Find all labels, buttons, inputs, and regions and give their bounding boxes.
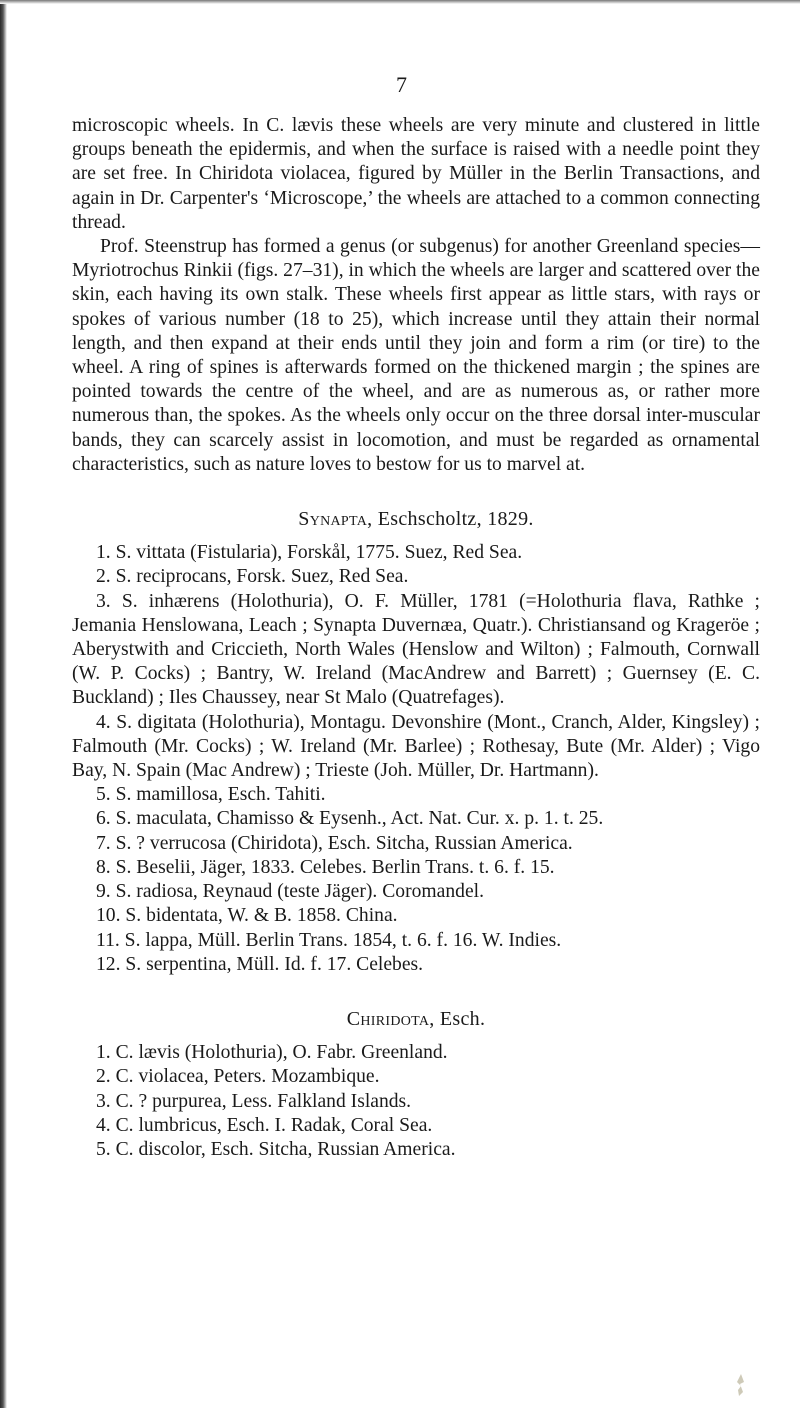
item-text: S. serpentina, Müll. Id. f. 17. Celebes. (125, 953, 424, 975)
item-text: S. ? verrucosa (Chiridota), Esch. Sitcha, Russian America. (115, 832, 573, 854)
item-number: 1. (96, 542, 111, 564)
synapta-heading: Synapta, Eschscholtz, 1829. (298, 508, 534, 531)
page-number: 7 (396, 72, 407, 97)
page-binding-edge (0, 0, 7, 1408)
chiridota-heading: Chiridota, Esch. (346, 1007, 486, 1030)
item-number: 2. (96, 566, 111, 588)
chiridota-genus: Chiridota (346, 1007, 430, 1030)
item-number: 5. (96, 784, 111, 806)
chiridota-authority: Esch. (439, 1007, 486, 1030)
list-item (72, 1065, 760, 1089)
item-text: S. lappa, Müll. Berlin Trans. 1854, t. 6. f. 16. W. Indies. (124, 929, 562, 951)
intro-paragraph-2: Prof. Steenstrup has formed a genus (or subgenus) for another Greenland species—Myriotrochus Rinkii (figs. 27–31), in which the wheels are larger and scattered over the skin, each having its own stalk. These wheels first appear as little stars, with rays or spokes of various number (18 to 25), which increase until they attain their normal length, and then expand at their ends until they join and form a rim (or tire) to the wheel. A ring of spines is afterwards formed on the thickened margin ; the spines are pointed towards the centre of the wheel, and are as numerous as, or rather more numerous than, the spokes. As the wheels only occur on the three dorsal inter-muscular bands, they can scarcely assist in locomotion, and must be regarded as ornamental characteristics, such as nature loves to bestow for us to marvel at. (72, 236, 760, 475)
list-item (72, 1041, 760, 1065)
item-text: C. lumbricus, Esch. I. Radak, Coral Sea. (115, 1114, 433, 1136)
item-text: C. ? purpurea, Less. Falkland Islands. (115, 1090, 412, 1112)
item-text: S. mamillosa, Esch. Tahiti. (115, 784, 326, 806)
list-item (72, 832, 760, 856)
chiridota-species-list (72, 1041, 760, 1162)
item-number: 3. (96, 590, 111, 612)
list-item (72, 590, 760, 711)
item-number: 8. (96, 856, 111, 878)
item-text: C. violacea, Peters. Mozambique. (115, 1066, 380, 1088)
item-number: 9. (96, 881, 111, 903)
synapta-species-list (72, 541, 760, 977)
item-number: 4. (96, 711, 111, 733)
list-item (72, 1114, 760, 1138)
synapta-authority: Eschscholtz, 1829. (377, 508, 534, 531)
item-number: 5. (96, 1138, 111, 1160)
list-item (72, 929, 760, 953)
item-text: S. digitata (Holothuria), Montagu. Devonshire (Mont., Cranch, Alder, Kingsley) ; Falmouth (Mr. Cocks) ; W. Ireland (Mr. Barlee) ; Rothesay, Bute (Mr. Alder) ; Vigo Bay, N. Spain (Mac Andrew) ; Trieste (Joh. Müller, Dr. Hartmann). (72, 711, 760, 782)
item-text: C. lævis (Holothuria), O. Fabr. Greenland. (115, 1042, 448, 1064)
item-number: 12. (96, 953, 121, 975)
ink-mark-decoration (735, 1372, 747, 1398)
item-number: 4. (96, 1114, 111, 1136)
item-text: S. reciprocans, Forsk. Suez, Red Sea. (115, 566, 409, 588)
page-top-edge (0, 0, 800, 4)
list-item (72, 904, 760, 928)
list-item (72, 541, 760, 565)
item-number: 1. (96, 1042, 111, 1064)
page-body (72, 114, 760, 1162)
list-item (72, 783, 760, 807)
list-item (72, 1138, 760, 1162)
item-text: S. maculata, Chamisso & Eysenh., Act. Nat. Cur. x. p. 1. t. 25. (115, 808, 604, 830)
list-item (72, 1090, 760, 1114)
list-item (72, 856, 760, 880)
intro-paragraph-1: microscopic wheels. In C. lævis these wheels are very minute and clustered in little groups beneath the epidermis, and when the surface is raised with a needle point they are set free. In Chiridota violacea, figured by Müller in the Berlin Transactions, and again in Dr. Carpenter's ‘Microscope,’ the wheels are attached to a common connecting thread. (72, 115, 760, 233)
list-item (72, 807, 760, 831)
item-text: S. Beselii, Jäger, 1833. Celebes. Berlin Trans. t. 6. f. 15. (115, 856, 555, 878)
list-item (72, 711, 760, 784)
item-number: 2. (96, 1066, 111, 1088)
list-item (72, 953, 760, 977)
item-text: S. radiosa, Reynaud (teste Jäger). Coromandel. (115, 881, 484, 903)
list-item (72, 565, 760, 589)
item-number: 7. (96, 832, 111, 854)
item-text: C. discolor, Esch. Sitcha, Russian America. (115, 1138, 456, 1160)
item-number: 11. (96, 929, 120, 951)
list-item (72, 880, 760, 904)
item-text: S. inhærens (Holothuria), O. F. Müller, 1781 (=Holothuria flava, Rathke ; Jemania Henslowana, Leach ; Synapta Duvernæa, Quatr.). Christiansand og Krageröe ; Aberystwith and Criccieth, North Wales (Henslow and Wilton) ; Falmouth, Cornwall (W. P. Cocks) ; Bantry, W. Ireland (MacAndrew and Barrett) ; Guernsey (E. C. Buckland) ; Iles Chaussey, near St Malo (Quatrefages). (72, 590, 760, 709)
item-number: 3. (96, 1090, 111, 1112)
item-text: S. bidentata, W. & B. 1858. China. (125, 905, 398, 927)
synapta-genus: Synapta (298, 508, 368, 531)
item-text: S. vittata (Fistularia), Forskål, 1775. Suez, Red Sea. (115, 542, 523, 564)
item-number: 6. (96, 808, 111, 830)
item-number: 10. (96, 905, 121, 927)
